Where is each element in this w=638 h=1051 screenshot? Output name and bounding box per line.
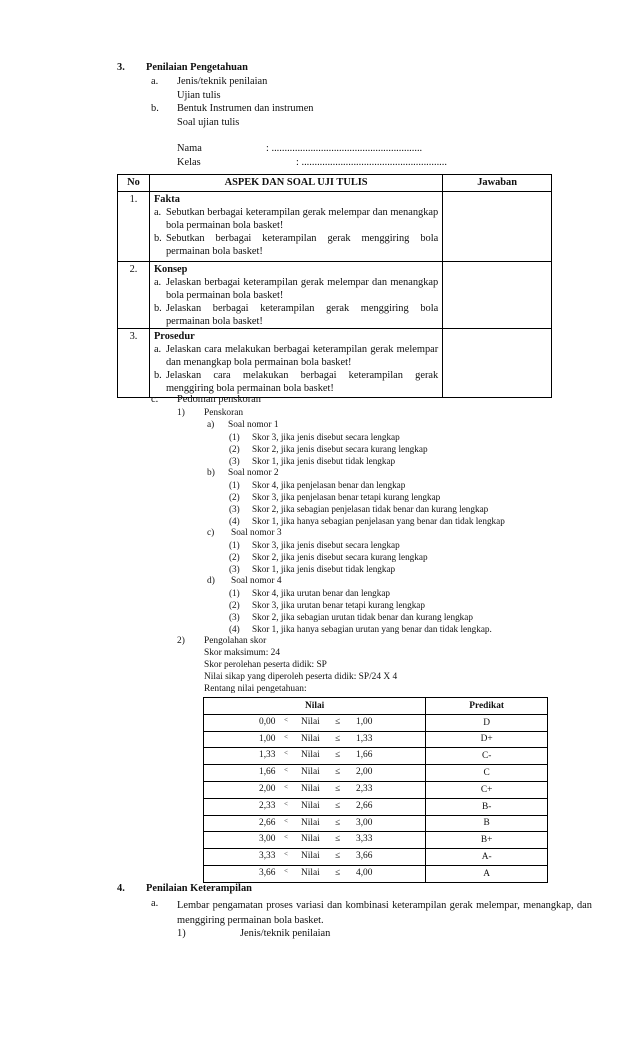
nilai-cell (204, 748, 426, 765)
score-text: Skor 1, jika jenis disebut tidak lengkap (252, 456, 396, 466)
score-text: Skor 4, jika penjelasan benar dan lengkap (252, 480, 406, 490)
score-number: (3) (229, 456, 240, 466)
aspect-cell (149, 192, 442, 262)
item-a-value: Ujian tulis (177, 90, 221, 101)
table-row (204, 849, 548, 866)
less-equal-symbol: ≤ (335, 716, 341, 727)
nilai-cell (204, 815, 426, 832)
predikat-cell: B- (426, 798, 548, 815)
score-number: (2) (229, 492, 240, 502)
nilai-cell (204, 849, 426, 866)
header-jawaban: Jawaban (443, 175, 552, 192)
less-equal-symbol: ≤ (335, 851, 341, 862)
question-table (117, 174, 552, 398)
section-3-title: Penilaian Pengetahuan (146, 62, 248, 73)
table-row (204, 714, 548, 731)
score-number: (1) (229, 432, 240, 442)
kelas-line: : ........................................................ (296, 157, 447, 168)
row-number: 3. (118, 329, 150, 398)
range-lower: 3,00 (259, 834, 276, 845)
score-text: Skor 3, jika jenis disebut secara lengkap (252, 540, 400, 550)
score-text: Skor 1, jika hanya sebagian penjelasan yang benar dan tidak lengkap (252, 516, 505, 526)
table-row (204, 815, 548, 832)
question-text: Jelaskan cara melakukan berbagai keterampilan gerak menggiring bola permainan bola basket! (165, 370, 439, 395)
nilai-cell (204, 765, 426, 782)
less-equal-symbol: ≤ (335, 783, 341, 794)
score-text: Skor 2, jika jenis disebut secara kurang lengkap (252, 444, 428, 454)
range-lower: 2,66 (259, 817, 276, 828)
score-number: (1) (229, 540, 240, 550)
item-b-value: Soal ujian tulis (177, 117, 240, 128)
score-number: (4) (229, 624, 240, 634)
less-equal-symbol: ≤ (335, 867, 341, 878)
soal-label: c) (207, 528, 215, 538)
aspect-heading: Prosedur (153, 331, 195, 343)
range-upper: 3,33 (356, 834, 373, 845)
question-label: a. (153, 276, 162, 288)
table-row (204, 832, 548, 849)
row-number: 2. (118, 262, 150, 329)
item-a-text: Jenis/teknik penilaian (177, 76, 268, 87)
range-upper: 1,33 (356, 733, 373, 744)
section-4-sub-label: 1) (177, 928, 186, 939)
table-row (118, 192, 552, 262)
row-number: 1. (118, 192, 150, 262)
soal-title: Soal nomor 1 (228, 420, 279, 430)
nilai-cell (204, 865, 426, 882)
nilai-cell (204, 731, 426, 748)
aspect-heading: Konsep (153, 264, 188, 275)
range-lower: 0,00 (259, 716, 276, 727)
grade-table-header (204, 698, 548, 715)
soal-title: Soal nomor 3 (231, 528, 282, 538)
score-text: Skor 2, jika jenis disebut secara kurang lengkap (252, 552, 428, 562)
score-text: Skor 1, jika jenis disebut tidak lengkap (252, 564, 396, 574)
nilai-cell (204, 798, 426, 815)
range-upper: 1,66 (356, 750, 373, 761)
nilai-label: Nilai (301, 867, 320, 878)
nilai-label: Nilai (301, 783, 320, 794)
range-lower: 3,33 (259, 851, 276, 862)
nama-line: : .......................................................... (266, 143, 423, 154)
range-upper: 2,00 (356, 767, 373, 778)
question-text: Sebutkan berbagai keterampilan gerak melempar dan menangkap bola permainan bola basket! (165, 206, 439, 231)
nilai-label: Nilai (301, 733, 320, 744)
header-aspek: ASPEK DAN SOAL UJI TULIS (149, 175, 442, 192)
less-than-symbol: < (284, 715, 288, 724)
aspect-heading: Fakta (153, 194, 180, 205)
table-row (204, 748, 548, 765)
score-number: (3) (229, 612, 240, 622)
score-number: (1) (229, 480, 240, 490)
question-table-header (118, 175, 552, 192)
nilai-label: Nilai (301, 750, 320, 761)
range-upper: 2,33 (356, 783, 373, 794)
predikat-cell: C- (426, 748, 548, 765)
question-item (154, 303, 438, 329)
item-a-label: a. (151, 76, 159, 87)
question-item (154, 207, 438, 233)
less-than-symbol: < (284, 732, 288, 741)
soal-label: d) (207, 576, 215, 586)
score-text: Skor 2, jika sebagian penjelasan tidak benar dan kurang lengkap (252, 504, 489, 514)
predikat-cell: D (426, 714, 548, 731)
soal-title: Soal nomor 2 (228, 468, 279, 478)
score-number: (3) (229, 504, 240, 514)
question-text: Sebutkan berbagai keterampilan gerak menggiring bola permainan bola basket! (165, 232, 439, 257)
score-number: (4) (229, 516, 240, 526)
score-text: Skor 3, jika urutan benar tetapi kurang lengkap (252, 600, 425, 610)
skor-maksimum: Skor maksimum: 24 (204, 648, 281, 658)
score-number: (2) (229, 600, 240, 610)
table-row (204, 798, 548, 815)
question-item (154, 233, 438, 259)
less-equal-symbol: ≤ (335, 750, 341, 761)
kelas-label: Kelas (177, 157, 201, 168)
grade-range-table (203, 697, 548, 883)
aspect-cell (149, 262, 442, 329)
header-predikat: Predikat (426, 698, 548, 715)
less-equal-symbol: ≤ (335, 800, 341, 811)
table-row (204, 781, 548, 798)
predikat-cell: A- (426, 849, 548, 866)
range-upper: 1,00 (356, 716, 373, 727)
nilai-label: Nilai (301, 851, 320, 862)
table-row (118, 329, 552, 398)
question-label: b. (153, 232, 162, 244)
less-equal-symbol: ≤ (335, 834, 341, 845)
skor-perolehan: Skor perolehan peserta didik: SP (204, 660, 327, 670)
score-text: Skor 3, jika jenis disebut secara lengkap (252, 432, 400, 442)
item-c-label: c. (151, 394, 159, 405)
score-text: Skor 3, jika penjelasan benar tetapi kurang lengkap (252, 492, 441, 502)
predikat-cell: B+ (426, 832, 548, 849)
table-row (204, 765, 548, 782)
score-text: Skor 4, jika urutan benar dan lengkap (252, 588, 391, 598)
grade-table-body (204, 714, 548, 882)
predikat-cell: B (426, 815, 548, 832)
nama-label: Nama (177, 143, 202, 154)
predikat-cell: D+ (426, 731, 548, 748)
less-than-symbol: < (284, 749, 288, 758)
section-4-item-a-text: Lembar pengamatan proses variasi dan kombinasi keterampilan gerak melempar, menangkap, dan menggiring permainan bola basket. (177, 900, 592, 927)
item-b-label: b. (151, 103, 159, 114)
section-3-number: 3. (117, 62, 125, 73)
range-lower: 1,00 (259, 733, 276, 744)
rentang-nilai: Rentang nilai pengetahuan: (204, 684, 307, 694)
pengolahan-title: Pengolahan skor (204, 636, 267, 646)
score-text: Skor 1, jika hanya sebagian urutan yang benar dan tidak lengkap. (252, 624, 492, 634)
score-number: (1) (229, 588, 240, 598)
nilai-label: Nilai (301, 817, 320, 828)
range-upper: 3,66 (356, 851, 373, 862)
less-than-symbol: < (284, 866, 288, 875)
section-4-item-a-label: a. (151, 898, 159, 909)
question-text: Jelaskan berbagai keterampilan gerak melempar dan menangkap bola permainan bola basket! (165, 276, 439, 301)
predikat-cell: C (426, 765, 548, 782)
less-than-symbol: < (284, 833, 288, 842)
score-number: (2) (229, 552, 240, 562)
question-item (154, 344, 438, 370)
question-text: Jelaskan berbagai keterampilan gerak menggiring bola permainan bola basket! (165, 302, 439, 327)
soal-label: b) (207, 468, 215, 478)
nilai-label: Nilai (301, 834, 320, 845)
header-no: No (118, 175, 150, 192)
table-row (204, 865, 548, 882)
range-lower: 1,66 (259, 767, 276, 778)
predikat-cell: C+ (426, 781, 548, 798)
range-upper: 3,00 (356, 817, 373, 828)
question-label: a. (153, 344, 162, 356)
nilai-cell (204, 781, 426, 798)
less-than-symbol: < (284, 816, 288, 825)
range-upper: 4,00 (356, 867, 373, 878)
nilai-cell (204, 832, 426, 849)
score-text: Skor 2, jika sebagian urutan tidak benar dan kurang lengkap (252, 612, 473, 622)
less-equal-symbol: ≤ (335, 767, 341, 778)
penskoran-number: 1) (177, 408, 185, 418)
section-4-title: Penilaian Keterampilan (146, 883, 252, 894)
item-b-text: Bentuk Instrumen dan instrumen (177, 103, 314, 114)
score-number: (2) (229, 444, 240, 454)
less-than-symbol: < (284, 766, 288, 775)
range-lower: 1,33 (259, 750, 276, 761)
table-row (118, 262, 552, 329)
table-row (204, 731, 548, 748)
section-4-sub-text: Jenis/teknik penilaian (240, 928, 331, 939)
aspect-cell (149, 329, 442, 398)
soal-label: a) (207, 420, 215, 430)
penskoran-title: Penskoran (204, 408, 244, 418)
range-lower: 2,00 (259, 783, 276, 794)
range-upper: 2,66 (356, 800, 373, 811)
nilai-label: Nilai (301, 800, 320, 811)
question-text: Jelaskan cara melakukan berbagai keterampilan gerak melempar dan menangkap bola permainan bola basket! (165, 344, 439, 369)
question-item (154, 370, 438, 396)
nilai-label: Nilai (301, 716, 320, 727)
header-nilai: Nilai (204, 698, 426, 715)
less-than-symbol: < (284, 850, 288, 859)
answer-cell (443, 262, 552, 329)
question-label: b. (153, 370, 162, 382)
nilai-sikap: Nilai sikap yang diperoleh peserta didik: SP/24 X 4 (204, 672, 398, 682)
range-lower: 3,66 (259, 867, 276, 878)
nilai-label: Nilai (301, 767, 320, 778)
answer-cell (443, 329, 552, 398)
score-number: (3) (229, 564, 240, 574)
question-label: b. (153, 302, 162, 314)
range-lower: 2,33 (259, 800, 276, 811)
less-equal-symbol: ≤ (335, 733, 341, 744)
nilai-cell (204, 714, 426, 731)
answer-cell (443, 192, 552, 262)
section-4-number: 4. (117, 883, 125, 894)
item-c-text: Pedoman penskoran (177, 394, 261, 405)
predikat-cell: A (426, 865, 548, 882)
question-item (154, 277, 438, 303)
less-than-symbol: < (284, 799, 288, 808)
less-equal-symbol: ≤ (335, 817, 341, 828)
soal-title: Soal nomor 4 (231, 576, 282, 586)
question-label: a. (153, 206, 162, 218)
pengolahan-number: 2) (177, 636, 185, 646)
less-than-symbol: < (284, 782, 288, 791)
